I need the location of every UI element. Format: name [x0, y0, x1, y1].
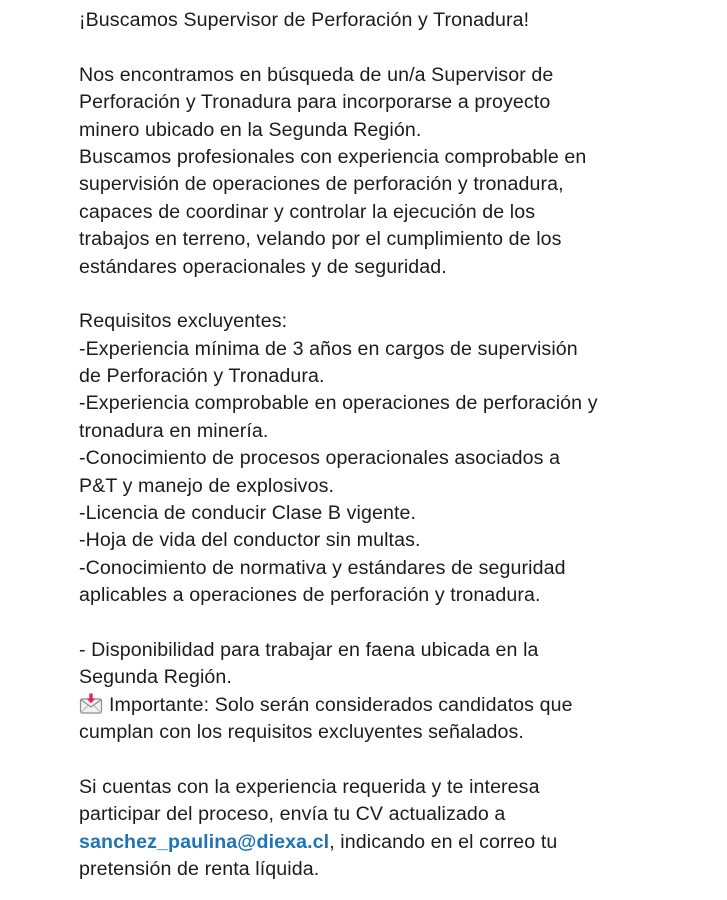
intro-line: trabajos en terreno, velando por el cumplimiento de los: [79, 228, 562, 251]
closing-line: Si cuentas con la experiencia requerida y te interesa: [79, 775, 540, 798]
intro-paragraph: [79, 62, 719, 281]
blank-line: [79, 747, 719, 774]
closing-paragraph: [79, 774, 719, 884]
intro-line: supervisión de operaciones de perforación y tronadura,: [79, 173, 564, 196]
availability-line: - Disponibilidad para trabajar en faena ubicada en la: [79, 638, 539, 661]
requirements-heading: Requisitos excluyentes:: [79, 310, 288, 333]
requirement-line: -Experiencia comprobable en operaciones de perforación y: [79, 392, 598, 415]
blank-line: [79, 281, 719, 308]
important-note: [79, 692, 719, 747]
intro-line: Perforación y Tronadura para incorporarse a proyecto: [79, 91, 551, 114]
requirement-line: -Conocimiento de normativa y estándares de seguridad: [79, 556, 566, 579]
requirement-line: P&T y manejo de explosivos.: [79, 474, 335, 497]
important-text: Importante: Solo serán considerados candidatos que: [109, 693, 573, 716]
requirement-line: -Licencia de conducir Clase B vigente.: [79, 502, 417, 525]
intro-line: Buscamos profesionales con experiencia comprobable en: [79, 145, 587, 168]
closing-line: pretensión de renta líquida.: [79, 858, 320, 881]
closing-line: participar del proceso, envía tu CV actualizado a: [79, 803, 506, 826]
job-post: [79, 7, 719, 884]
requirement-line: -Experiencia mínima de 3 años en cargos de supervisión: [79, 337, 578, 360]
requirement-line: -Hoja de vida del conductor sin multas.: [79, 529, 421, 552]
blank-line: [79, 34, 719, 61]
blank-line: [79, 610, 719, 637]
requirement-line: de Perforación y Tronadura.: [79, 365, 325, 388]
requirement-line: tronadura en minería.: [79, 419, 269, 442]
requirement-line: -Conocimiento de procesos operacionales asociados a: [79, 447, 561, 470]
intro-line: estándares operacionales y de seguridad.: [79, 255, 447, 278]
requirements-section: [79, 308, 719, 609]
closing-text: , indicando en el correo tu: [329, 830, 558, 853]
requirement-line: aplicables a operaciones de perforación y tronadura.: [79, 584, 541, 607]
intro-line: minero ubicado en la Segunda Región.: [79, 118, 422, 141]
intro-line: capaces de coordinar y controlar la ejecución de los: [79, 200, 536, 223]
email-link[interactable]: sanchez_paulina@diexa.cl: [79, 830, 330, 853]
availability-section: [79, 637, 719, 692]
intro-line: Nos encontramos en búsqueda de un/a Supervisor de: [79, 63, 554, 86]
envelope-arrow-icon: [79, 693, 103, 714]
post-title: ¡Buscamos Supervisor de Perforación y Tronadura!: [79, 9, 530, 31]
important-line: cumplan con los requisitos excluyentes señalados.: [79, 721, 524, 744]
availability-line: Segunda Región.: [79, 666, 232, 689]
